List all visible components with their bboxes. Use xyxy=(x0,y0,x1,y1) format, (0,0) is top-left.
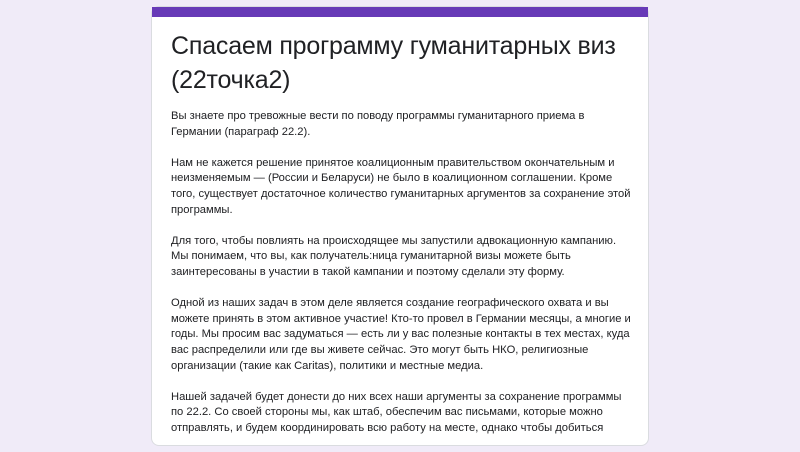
description-paragraph-2: Нам не кажется решение принятое коалиционным правительством окончательным и неизменяемым — (России и Беларуси) не было в коалиционном соглашении. Кроме того, существует достаточное количество гуманитарных аргументов за сохранение этой программы. xyxy=(171,156,631,216)
form-header-content xyxy=(171,29,633,452)
description-paragraph-1: Вы знаете про тревожные вести по поводу программы гуманитарного приема в Германии (параграф 22.2). xyxy=(171,110,585,138)
form-header-card xyxy=(151,6,649,446)
description-paragraph-3: Для того, чтобы повлиять на происходящее мы запустили адвокационную кампанию. Мы понимаем, что вы, как получатель:ница гуманитарной визы можете быть заинтересованы в участии в такой кампании и поэтому сделали эту форму. xyxy=(171,234,617,278)
description-paragraph-4: Одной из наших задач в этом деле является создание географического охвата и вы можете принять в этом активное участие! Кто-то провел в Германии месяцы, а многие и годы. Мы просим вас задуматься — есть ли у вас полезные контакты в тех местах, куда вас распределили или где вы живете сейчас. Это могут быть НКО, религиозные организации (такие как Caritas), политики и местные медиа. xyxy=(171,297,631,372)
form-description xyxy=(171,109,633,436)
description-paragraph-5: Нашей задачей будет донести до них всех наши аргументы за сохранение программы по 22.2. Со своей стороны мы, как штаб, обеспечим вас письмами, которые можно отправлять, и будем координировать всю работу на месте, однако чтобы добиться xyxy=(171,390,622,434)
form-title: Спасаем программу гуманитарных виз (22точка2) xyxy=(171,32,616,94)
accent-bar xyxy=(152,7,648,17)
